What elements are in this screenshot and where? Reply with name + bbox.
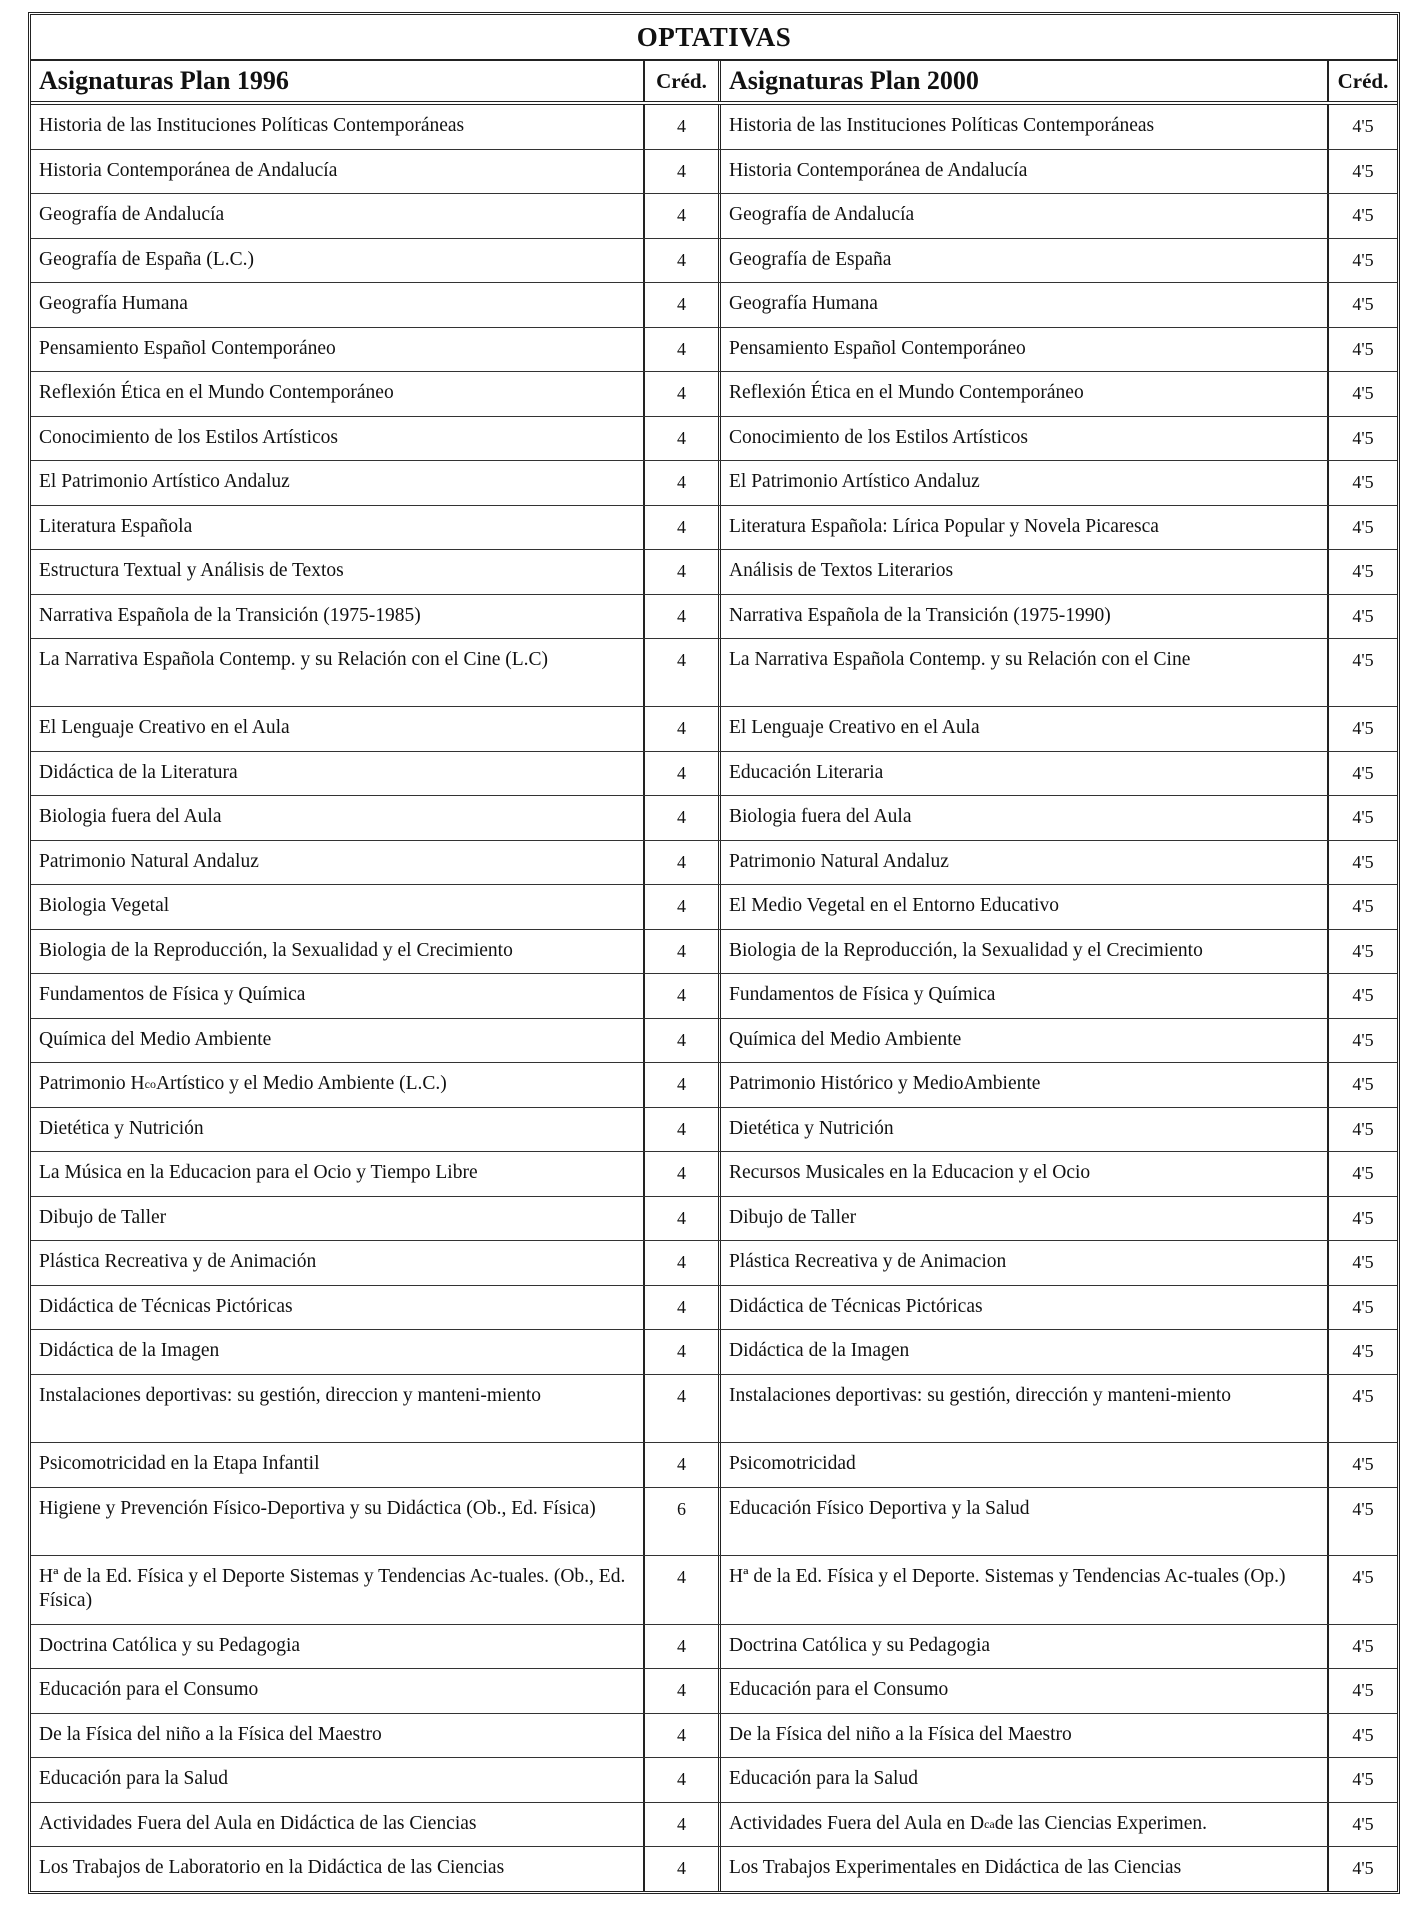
- subject-plan-2000: El Patrimonio Artístico Andaluz: [721, 461, 1329, 505]
- table-row: [31, 1375, 1397, 1443]
- subject-plan-2000: El Lenguaje Creativo en el Aula: [721, 707, 1329, 751]
- credits-plan-2000: 4'5: [1352, 807, 1374, 828]
- subject-plan-1996: La Narrativa Española Contemp. y su Relación con el Cine (L.C): [31, 639, 645, 706]
- credits-plan-2000: 4'5: [1352, 762, 1374, 783]
- table-row: [31, 372, 1397, 417]
- table-row: [31, 974, 1397, 1019]
- table-row: [31, 1758, 1397, 1803]
- subject-plan-1996: Plástica Recreativa y de Animación: [31, 1241, 645, 1285]
- subject-plan-1996: Dietética y Nutrición: [31, 1108, 645, 1152]
- subject-plan-1996: La Música en la Educacion para el Ocio y Tiempo Libre: [31, 1152, 645, 1196]
- credits-plan-2000: 4'5: [1352, 1858, 1374, 1879]
- subject-plan-2000: Pensamiento Español Contemporáneo: [721, 328, 1329, 372]
- credits-plan-2000: 4'5: [1352, 249, 1374, 270]
- header-plan-1996: Asignaturas Plan 1996: [31, 61, 645, 101]
- credits-plan-1996: 4: [645, 1758, 721, 1802]
- credits-plan-1996: 4: [645, 1108, 721, 1152]
- subject-plan-2000: Química del Medio Ambiente: [721, 1019, 1329, 1063]
- subject-plan-1996: De la Física del niño a la Física del Maestro: [31, 1714, 645, 1758]
- credits-plan-1996: 4: [645, 1847, 721, 1891]
- credits-plan-1996: 6: [645, 1488, 721, 1555]
- table-row: [31, 239, 1397, 284]
- table-row: [31, 506, 1397, 551]
- credits-plan-2000: 4'5: [1352, 1029, 1374, 1050]
- subject-plan-2000: Didáctica de Técnicas Pictóricas: [721, 1286, 1329, 1330]
- credits-plan-1996: 4: [645, 283, 721, 327]
- credits-plan-2000: 4'5: [1352, 516, 1374, 537]
- credits-plan-1996: 4: [645, 1556, 721, 1623]
- credits-plan-2000: 4'5: [1352, 1724, 1374, 1745]
- credits-plan-1996: 4: [645, 328, 721, 372]
- subject-plan-1996: Biologia Vegetal: [31, 885, 645, 929]
- credits-plan-2000: 4'5: [1352, 1454, 1374, 1475]
- table-row: [31, 1714, 1397, 1759]
- credits-plan-2000: 4'5: [1352, 1567, 1374, 1588]
- credits-plan-2000: 4'5: [1352, 1680, 1374, 1701]
- credits-plan-1996: 4: [645, 239, 721, 283]
- subject-plan-1996: Higiene y Prevención Físico-Deportiva y su Didáctica (Ob., Ed. Física): [31, 1488, 645, 1555]
- credits-plan-1996: 4: [645, 1152, 721, 1196]
- subject-plan-1996: Pensamiento Español Contemporáneo: [31, 328, 645, 372]
- subject-plan-2000: Dietética y Nutrición: [721, 1108, 1329, 1152]
- credits-plan-2000: 4'5: [1352, 896, 1374, 917]
- credits-plan-2000: 4'5: [1352, 1207, 1374, 1228]
- table-row: [31, 1669, 1397, 1714]
- credits-plan-1996: 4: [645, 1063, 721, 1107]
- subject-plan-1996: El Patrimonio Artístico Andaluz: [31, 461, 645, 505]
- subject-plan-2000: Psicomotricidad: [721, 1443, 1329, 1487]
- table-row: [31, 1625, 1397, 1670]
- table-row: [31, 1556, 1397, 1624]
- table-row: [31, 1197, 1397, 1242]
- credits-plan-2000: 4'5: [1352, 650, 1374, 670]
- subject-plan-2000: Actividades Fuera del Aula en D ca de las Ciencias Experimen.: [721, 1803, 1329, 1847]
- credits-plan-1996: 4: [645, 461, 721, 505]
- subject-plan-2000: Doctrina Católica y su Pedagogia: [721, 1625, 1329, 1669]
- subject-plan-2000: Historia Contemporánea de Andalucía: [721, 150, 1329, 194]
- table-row: [31, 1063, 1397, 1108]
- credits-plan-2000: 4'5: [1352, 940, 1374, 961]
- subject-plan-2000: Geografía de Andalucía: [721, 194, 1329, 238]
- credits-plan-1996: 4: [645, 1241, 721, 1285]
- subject-plan-2000: El Medio Vegetal en el Entorno Educativo: [721, 885, 1329, 929]
- table-row: [31, 796, 1397, 841]
- subject-plan-2000: Educación Físico Deportiva y la Salud: [721, 1488, 1329, 1555]
- table-row: [31, 328, 1397, 373]
- credits-plan-1996: 4: [645, 372, 721, 416]
- credits-plan-2000: 4'5: [1352, 1163, 1374, 1184]
- subject-plan-2000: Literatura Española: Lírica Popular y Novela Picaresca: [721, 506, 1329, 550]
- subject-plan-2000: Patrimonio Natural Andaluz: [721, 841, 1329, 885]
- table-title: OPTATIVAS: [31, 15, 1397, 61]
- subject-plan-2000: Educación Literaria: [721, 752, 1329, 796]
- credits-plan-1996: 4: [645, 194, 721, 238]
- subject-plan-1996: Historia de las Instituciones Políticas Contemporáneas: [31, 105, 645, 149]
- header-cred-1996: Créd.: [645, 61, 721, 101]
- subject-plan-1996: Educación para la Salud: [31, 1758, 645, 1802]
- credits-plan-1996: 4: [645, 930, 721, 974]
- credits-plan-2000: 4'5: [1352, 427, 1374, 448]
- credits-plan-1996: 4: [645, 1669, 721, 1713]
- subject-plan-1996: El Lenguaje Creativo en el Aula: [31, 707, 645, 751]
- credits-plan-2000: 4'5: [1352, 985, 1374, 1006]
- credits-plan-2000: 4'5: [1352, 1074, 1374, 1095]
- subject-plan-2000: Análisis de Textos Literarios: [721, 550, 1329, 594]
- credits-plan-2000: 4'5: [1352, 1769, 1374, 1790]
- credits-plan-1996: 4: [645, 1375, 721, 1442]
- table-row: [31, 639, 1397, 707]
- subject-plan-2000: De la Física del niño a la Física del Maestro: [721, 1714, 1329, 1758]
- credits-plan-1996: 4: [645, 974, 721, 1018]
- subject-plan-1996: Biologia de la Reproducción, la Sexualidad y el Crecimiento: [31, 930, 645, 974]
- credits-plan-1996: 4: [645, 550, 721, 594]
- subject-plan-2000: Historia de las Instituciones Políticas Contemporáneas: [721, 105, 1329, 149]
- subject-plan-1996: Dibujo de Taller: [31, 1197, 645, 1241]
- credits-plan-1996: 4: [645, 506, 721, 550]
- credits-plan-1996: 4: [645, 1714, 721, 1758]
- table-row: [31, 1286, 1397, 1331]
- table-row: [31, 1443, 1397, 1488]
- table-row: [31, 1108, 1397, 1153]
- credits-plan-1996: 4: [645, 1443, 721, 1487]
- subject-plan-1996: Didáctica de Técnicas Pictóricas: [31, 1286, 645, 1330]
- subject-plan-2000: La Narrativa Española Contemp. y su Relación con el Cine: [721, 639, 1329, 706]
- subject-plan-1996: Historia Contemporánea de Andalucía: [31, 150, 645, 194]
- subject-plan-1996: Patrimonio Natural Andaluz: [31, 841, 645, 885]
- table-row: [31, 1488, 1397, 1556]
- table-row: [31, 841, 1397, 886]
- credits-plan-1996: 4: [645, 707, 721, 751]
- credits-plan-1996: 4: [645, 1330, 721, 1374]
- credits-plan-1996: 4: [645, 105, 721, 149]
- table-row: [31, 461, 1397, 506]
- subject-plan-2000: Los Trabajos Experimentales en Didáctica de las Ciencias: [721, 1847, 1329, 1891]
- subject-plan-1996: Doctrina Católica y su Pedagogia: [31, 1625, 645, 1669]
- credits-plan-1996: 4: [645, 841, 721, 885]
- table-row: [31, 707, 1397, 752]
- credits-plan-2000: 4'5: [1352, 1296, 1374, 1317]
- table-row: [31, 595, 1397, 640]
- table-row: [31, 283, 1397, 328]
- credits-plan-2000: 4'5: [1352, 1252, 1374, 1273]
- table-row: [31, 150, 1397, 195]
- subject-plan-2000: Reflexión Ética en el Mundo Contemporáneo: [721, 372, 1329, 416]
- subject-plan-2000: Biologia fuera del Aula: [721, 796, 1329, 840]
- table-row: [31, 1330, 1397, 1375]
- subject-plan-1996: Conocimiento de los Estilos Artísticos: [31, 417, 645, 461]
- subject-plan-2000: Recursos Musicales en la Educacion y el Ocio: [721, 1152, 1329, 1196]
- credits-plan-2000: 4'5: [1352, 1635, 1374, 1656]
- credits-plan-2000: 4'5: [1352, 605, 1374, 626]
- subject-plan-2000: Instalaciones deportivas: su gestión, dirección y manteni-miento: [721, 1375, 1329, 1442]
- subject-plan-1996: Educación para el Consumo: [31, 1669, 645, 1713]
- credits-plan-1996: 4: [645, 885, 721, 929]
- subject-plan-2000: Geografía Humana: [721, 283, 1329, 327]
- credits-plan-2000: 4'5: [1352, 205, 1374, 225]
- subject-plan-1996: Hª de la Ed. Física y el Deporte Sistemas y Tendencias Ac-tuales. (Ob., Ed. Física): [31, 1556, 645, 1623]
- subject-plan-1996: Geografía Humana: [31, 283, 645, 327]
- table-body: [31, 105, 1397, 1891]
- credits-plan-2000: 4'5: [1352, 1385, 1374, 1406]
- subject-plan-2000: Fundamentos de Física y Química: [721, 974, 1329, 1018]
- credits-plan-1996: 4: [645, 1019, 721, 1063]
- table-header: [31, 61, 1397, 105]
- subject-plan-2000: Educación para la Salud: [721, 1758, 1329, 1802]
- subject-plan-1996: Didáctica de la Literatura: [31, 752, 645, 796]
- table-row: [31, 1152, 1397, 1197]
- subject-plan-2000: Plástica Recreativa y de Animacion: [721, 1241, 1329, 1285]
- credits-plan-2000: 4'5: [1352, 1813, 1374, 1834]
- credits-plan-2000: 4'5: [1352, 1498, 1374, 1519]
- header-cred-2000: Créd.: [1337, 68, 1389, 93]
- credits-plan-1996: 4: [645, 639, 721, 706]
- credits-plan-2000: 4'5: [1352, 472, 1374, 492]
- subject-plan-2000: Educación para el Consumo: [721, 1669, 1329, 1713]
- subject-plan-2000: Hª de la Ed. Física y el Deporte. Sistemas y Tendencias Ac-tuales (Op.): [721, 1556, 1329, 1623]
- subject-plan-1996: Didáctica de la Imagen: [31, 1330, 645, 1374]
- table-row: [31, 930, 1397, 975]
- table-row: [31, 885, 1397, 930]
- subject-plan-1996: Estructura Textual y Análisis de Textos: [31, 550, 645, 594]
- subject-plan-2000: Biologia de la Reproducción, la Sexualidad y el Crecimiento: [721, 930, 1329, 974]
- subject-plan-1996: Geografía de España (L.C.): [31, 239, 645, 283]
- subject-plan-1996: Reflexión Ética en el Mundo Contemporáneo: [31, 372, 645, 416]
- subject-plan-1996: Fundamentos de Física y Química: [31, 974, 645, 1018]
- subject-plan-1996: Instalaciones deportivas: su gestión, direccion y manteni-miento: [31, 1375, 645, 1442]
- subject-plan-1996: Química del Medio Ambiente: [31, 1019, 645, 1063]
- credits-plan-2000: 4'5: [1352, 383, 1374, 403]
- optativas-table: [28, 12, 1400, 1894]
- subject-plan-1996: Geografía de Andalucía: [31, 194, 645, 238]
- credits-plan-2000: 4'5: [1352, 1341, 1374, 1362]
- credits-plan-2000: 4'5: [1352, 718, 1374, 739]
- credits-plan-1996: 4: [645, 1803, 721, 1847]
- table-row: [31, 752, 1397, 797]
- subject-plan-2000: Conocimiento de los Estilos Artísticos: [721, 417, 1329, 461]
- subject-plan-2000: Didáctica de la Imagen: [721, 1330, 1329, 1374]
- table-row: [31, 550, 1397, 595]
- credits-plan-2000: 4'5: [1352, 851, 1374, 872]
- table-row: [31, 417, 1397, 462]
- table-row: [31, 1019, 1397, 1064]
- table-row: [31, 194, 1397, 239]
- credits-plan-1996: 4: [645, 1625, 721, 1669]
- credits-plan-2000: 4'5: [1352, 338, 1374, 359]
- subject-plan-2000: Geografía de España: [721, 239, 1329, 283]
- table-row: [31, 105, 1397, 150]
- subject-plan-1996: Biologia fuera del Aula: [31, 796, 645, 840]
- credits-plan-2000: 4'5: [1352, 1118, 1374, 1139]
- credits-plan-1996: 4: [645, 1197, 721, 1241]
- subject-plan-1996: Narrativa Española de la Transición (1975-1985): [31, 595, 645, 639]
- subject-plan-1996: Los Trabajos de Laboratorio en la Didáctica de las Ciencias: [31, 1847, 645, 1891]
- credits-plan-1996: 4: [645, 417, 721, 461]
- table-row: [31, 1847, 1397, 1891]
- table-row: [31, 1803, 1397, 1848]
- credits-plan-1996: 4: [645, 796, 721, 840]
- subject-plan-1996: Psicomotricidad en la Etapa Infantil: [31, 1443, 645, 1487]
- credits-plan-1996: 4: [645, 150, 721, 194]
- header-plan-2000: Asignaturas Plan 2000: [721, 61, 1329, 101]
- credits-plan-2000: 4'5: [1352, 561, 1374, 581]
- subject-plan-1996: Actividades Fuera del Aula en Didáctica de las Ciencias: [31, 1803, 645, 1847]
- table-row: [31, 1241, 1397, 1286]
- subject-plan-1996: Literatura Española: [31, 506, 645, 550]
- credits-plan-1996: 4: [645, 752, 721, 796]
- subject-plan-2000: Patrimonio Histórico y MedioAmbiente: [721, 1063, 1329, 1107]
- credits-plan-2000: 4'5: [1352, 116, 1374, 136]
- subject-plan-2000: Dibujo de Taller: [721, 1197, 1329, 1241]
- credits-plan-2000: 4'5: [1352, 294, 1374, 314]
- subject-plan-2000: Narrativa Española de la Transición (1975-1990): [721, 595, 1329, 639]
- credits-plan-2000: 4'5: [1352, 160, 1374, 181]
- credits-plan-1996: 4: [645, 1286, 721, 1330]
- subject-plan-1996: Patrimonio H co Artístico y el Medio Ambiente (L.C.): [31, 1063, 645, 1107]
- credits-plan-1996: 4: [645, 595, 721, 639]
